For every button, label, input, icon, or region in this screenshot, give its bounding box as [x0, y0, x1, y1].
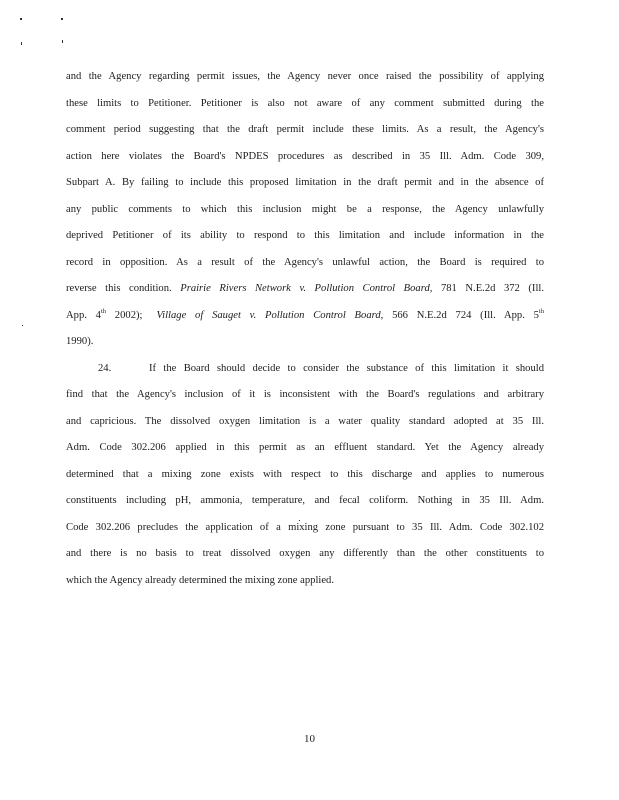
text-line: these limits to Petitioner. Petitioner is also not aware of any comment submitted during the	[66, 97, 544, 109]
page-number: 10	[304, 733, 315, 745]
paragraph-23-continued	[66, 64, 544, 356]
text-run: 781 N.E.2d 372 (Ill.	[432, 283, 544, 294]
paragraph-24	[66, 356, 544, 595]
text-line: constituents including pH, ammonia, temperature, and fecal coliform. Nothing in 35 Ill. Adm.	[66, 495, 544, 506]
text-run: reverse this condition.	[66, 283, 181, 294]
text-line: Adm. Code 302.206 applied in this permit as an effluent standard. Yet the Agency already	[66, 442, 544, 453]
body-text	[66, 64, 544, 594]
scan-speck	[62, 40, 63, 43]
text-line-citation	[66, 276, 544, 303]
text-line-citation	[66, 303, 544, 330]
text-run: 566 N.E.2d 724 (Ill. App. 5	[383, 309, 539, 321]
text-line: comment period suggesting that the draft permit include these limits. As a result, the Agency's	[66, 124, 544, 135]
scan-speck	[21, 42, 22, 45]
scan-speck	[20, 18, 22, 20]
text-line: any public comments to which this inclusion might be a response, the Agency unlawfully	[66, 203, 544, 215]
text-line: and there is no basis to treat dissolved oxygen any differently than the other constituents to	[66, 548, 544, 559]
text-line: and capricious. The dissolved oxygen limitation is a water quality standard adopted at 35 Ill.	[66, 415, 544, 427]
text-line: deprived Petitioner of its ability to respond to this limitation and include information in the	[66, 230, 544, 241]
case-citation-sauget: Village of Sauget v. Pollution Control Board,	[156, 309, 384, 321]
scan-speck	[61, 18, 63, 20]
text-line: determined that a mixing zone exists with respect to this discharge and applies to numerous	[66, 468, 544, 480]
text-line: Subpart A. By failing to include this proposed limitation in the draft permit and in the absence of	[66, 177, 544, 188]
text-line: Code 302.206 precludes the application of a mixing zone pursuant to 35 Ill. Adm. Code 302.102	[66, 521, 544, 533]
paragraph-number: 24.	[98, 362, 112, 374]
text-line: and the Agency regarding permit issues, the Agency never once raised the possibility of applying	[66, 71, 544, 82]
text-line: which the Agency already determined the mixing zone applied.	[66, 574, 334, 586]
case-citation-prairie-rivers: Prairie Rivers Network v. Pollution Control Board,	[180, 283, 433, 294]
text-line: action here violates the Board's NPDES procedures as described in 35 Ill. Adm. Code 309,	[66, 150, 544, 162]
text-run: If the Board should decide to consider the substance of this limitation it should	[149, 362, 544, 374]
text-run: App. 4	[66, 309, 101, 321]
paragraph-first-line	[66, 356, 544, 383]
text-line: 1990).	[66, 336, 94, 347]
superscript: th	[538, 307, 544, 315]
superscript: th	[100, 307, 107, 315]
text-line: record in opposition. As a result of the Agency's unlawful action, the Board is required to	[66, 256, 544, 268]
scan-speck	[22, 325, 23, 326]
text-run: 2002);	[106, 309, 143, 321]
text-line: find that the Agency's inclusion of it is inconsistent with the Board's regulations and arbitrary	[66, 389, 544, 400]
